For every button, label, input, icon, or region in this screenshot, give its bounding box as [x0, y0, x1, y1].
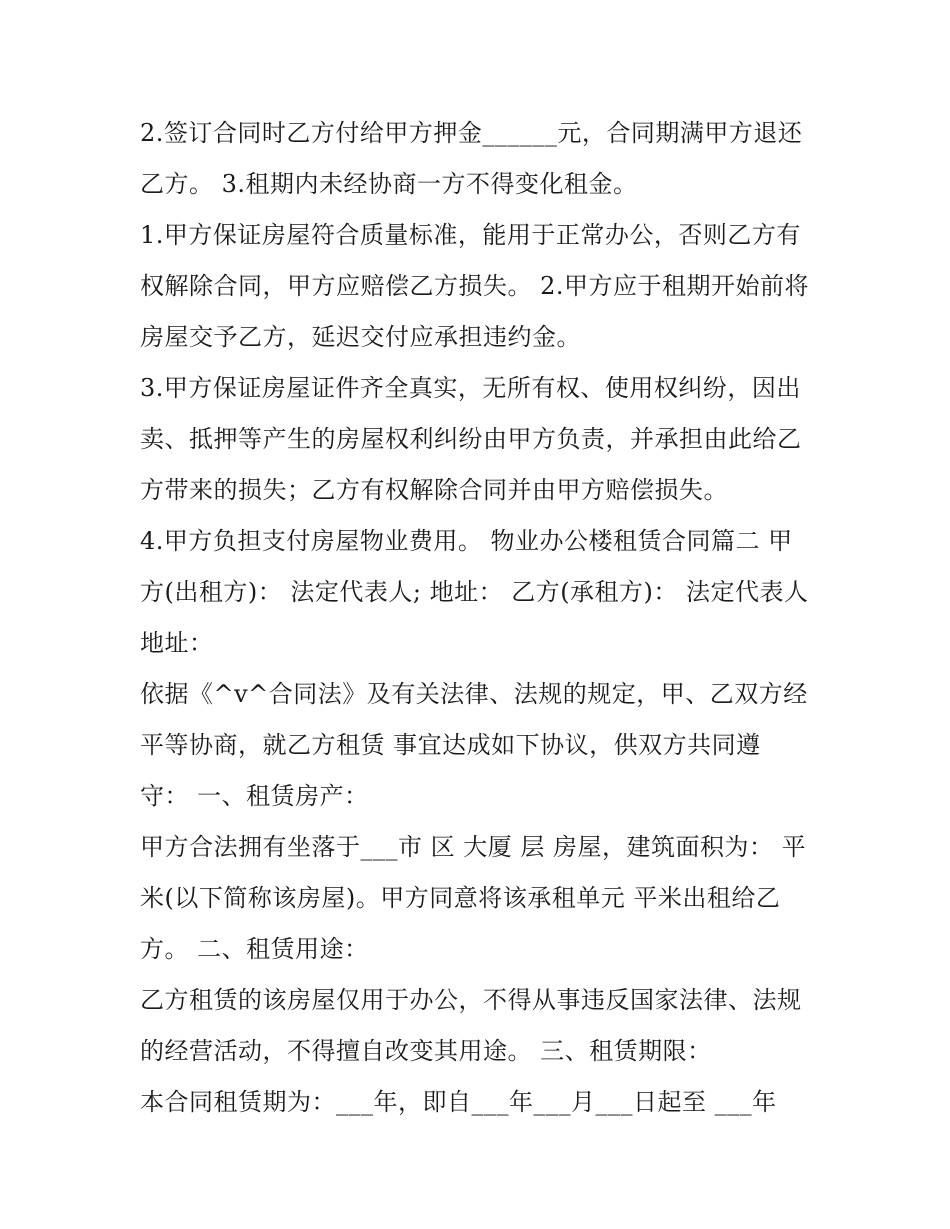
text-line: 方(出租方)： 法定代表人; 地址： 乙方(承租方)： 法定代表人 [140, 578, 809, 606]
text-line: 平等协商，就乙方租赁 事宜达成如下协议，供双方共同遵 [140, 731, 761, 759]
text-line: 3.甲方保证房屋证件齐全真实，无所有权、使用权纠纷，因出 [140, 374, 801, 402]
text-line: 方。 二、租赁用途： [140, 935, 369, 963]
text-line: 甲方合法拥有坐落于___市 区 大厦 层 房屋，建筑面积为： 平 [140, 833, 807, 861]
text-line: 方带来的损失；乙方有权解除合同并由甲方赔偿损失。 [140, 476, 728, 504]
text-line: 2.签订合同时乙方付给甲方押金______元，合同期满甲方退还 [140, 119, 803, 147]
text-line: 卖、抵押等产生的房屋权利纠纷由甲方负责，并承担由此给乙 [140, 425, 802, 453]
text-line: 乙方租赁的该房屋仅用于办公，不得从事违反国家法律、法规 [140, 986, 802, 1014]
text-line: 的经营活动，不得擅自改变其用途。 三、租赁期限： [140, 1037, 712, 1065]
text-line: 本合同租赁期为：___年，即自___年___月___日起至 ___年 [140, 1088, 777, 1116]
text-line: 地址： [140, 629, 214, 657]
text-line: 4.甲方负担支付房屋物业费用。 物业办公楼租赁合同篇二 甲 [140, 527, 793, 555]
text-line: 米(以下简称该房屋)。甲方同意将该承租单元 平米出租给乙 [140, 884, 781, 912]
contract-text [140, 108, 840, 1128]
text-line: 权解除合同，甲方应赔偿乙方损失。 2.甲方应于租期开始前将 [140, 272, 810, 300]
text-line: 房屋交予乙方，延迟交付应承担违约金。 [140, 323, 581, 351]
text-line: 守： 一、租赁房产： [140, 782, 369, 810]
text-line: 依据《^v^合同法》及有关法律、法规的规定，甲、乙双方经 [140, 680, 808, 708]
text-line: 乙方。 3.租期内未经协商一方不得变化租金。 [140, 170, 638, 198]
text-line: 1.甲方保证房屋符合质量标准，能用于正常办公，否则乙方有 [140, 221, 801, 249]
